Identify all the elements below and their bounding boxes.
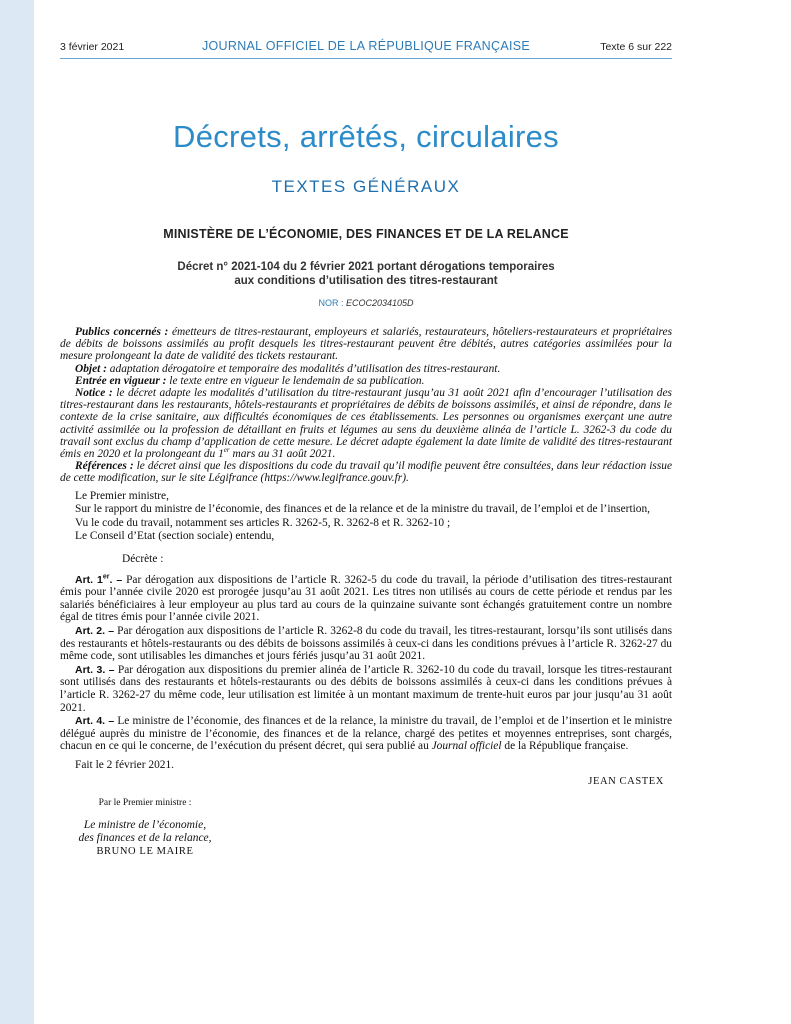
ministry-title: MINISTÈRE DE L’ÉCONOMIE, DES FINANCES ET DE LA RELANCE <box>163 227 569 241</box>
decree-title-line-2: aux conditions d’utilisation des titres-restaurant <box>234 274 498 287</box>
article-text: Par dérogation aux dispositions de l’article R. 3262-8 du code du travail, les titres-restaurant, lorsqu’ils sont utilisés dans des restaurants et hôtels-restaurants ou des débits de boissons assimilés à ceux-ci dans les conditions prévues à l’article R. 3262-27 du même code, sont utilisables les dimanches et jours fériés jusqu’au 31 août 2021. <box>60 624 673 663</box>
section-title: TEXTES GÉNÉRAUX <box>271 177 461 196</box>
objet-label: Objet : <box>75 362 107 375</box>
preamble-line: Sur le rapport du ministre de l’économie, des finances et de la relance et de la ministre du travail, de l’emploi et de l’insertion, <box>75 503 651 516</box>
nor-reference <box>60 298 672 308</box>
article-text: Par dérogation aux dispositions du premier alinéa de l’article R. 3262-10 du code du travail, lorsque les titres-restaurant sont utilisés dans des restaurants et hôtels-restaurants ou des débits de boissons assimilés à ceux-ci dans les conditions prévues à l’article R. 3262-27 du même code, leur utilisation est limitée à un montant maximum de trente-huit euros par jour jusqu’au 31 août 2021. <box>60 663 672 714</box>
summary-objet <box>60 363 672 375</box>
article-2 <box>60 625 672 663</box>
notice-text: le décret adapte les modalités d’utilisation du titre-restaurant jusqu’au 31 août 2021 afin d’encourager l’utilisation des titres-restaurant dans les restaurants, hôtels-restaurants et propriétaires de débits de boissons assimilés, et ainsi de répondre, dans le contexte de la crise sanitaire, aux difficultés économiques de ces établissements. Les personnes ou organismes exerçant une autre activité assimilée ou la profession de détaillant en fruits et légumes au sens du deuxième alinéa de l’article L. 3262-3 du code du travail sont exclus du champ d’application de cette mesure. Le décret adapte également la date limite de validité des titres-restaurant émis en 2020 et la prolongeant du 1 <box>60 387 672 461</box>
cosign-role-line-2: des finances et de la relance, <box>78 831 212 844</box>
references-label: Références : <box>75 460 134 473</box>
summary-notice <box>60 387 672 460</box>
decree-body <box>60 490 672 772</box>
decree-title <box>60 261 672 288</box>
nor-label: NOR : <box>318 298 346 308</box>
cosign-role-line-1: Le ministre de l’économie, <box>83 818 207 831</box>
journal-officiel-italic: Journal officiel <box>431 740 502 753</box>
decree-title-line-1: Décret n° 2021-104 du 2 février 2021 portant dérogations temporaires <box>177 261 555 273</box>
header-date: 3 février 2021 <box>60 41 125 53</box>
side-band <box>0 0 34 1024</box>
header-text-count: Texte 6 sur 222 <box>600 41 672 53</box>
preamble-line: Vu le code du travail, notamment ses articles R. 3262-5, R. 3262-8 et R. 3262-10 ; <box>75 516 451 529</box>
article-label: Art. 3. – <box>75 663 115 676</box>
main-title: Décrets, arrêtés, circulaires <box>173 119 559 154</box>
preamble-line: Le Conseil d’Etat (section sociale) entendu, <box>75 530 275 543</box>
entree-label: Entrée en vigueur : <box>75 374 167 387</box>
fait-date: Fait le 2 février 2021. <box>75 758 175 771</box>
summary-publics <box>60 326 672 363</box>
article-label: Art. 2. – <box>75 624 115 637</box>
notice-text-end: mars au 31 août 2021. <box>229 448 336 461</box>
summary-references <box>60 460 672 484</box>
article-text-end: de la République française. <box>501 740 629 753</box>
prime-minister-signature: JEAN CASTEX <box>588 775 664 787</box>
article-label: Art. 4. – <box>75 715 115 728</box>
cosign-name: BRUNO LE MAIRE <box>96 845 194 857</box>
journal-header <box>60 36 672 59</box>
nor-value: ECOC2034105D <box>345 298 414 308</box>
article-1 <box>60 574 672 624</box>
decree-summary <box>60 326 672 485</box>
notice-superscript: er <box>223 446 230 455</box>
entree-text: le texte entre en vigueur le lendemain de sa publication. <box>166 374 425 387</box>
decrete-label: Décrète : <box>122 553 164 566</box>
objet-text: adaptation dérogatoire et temporaire des modalités d’utilisation des titres-restaurant. <box>106 362 501 375</box>
countersignature <box>60 797 230 858</box>
article-4 <box>60 715 672 753</box>
cosign-par: Par le Premier ministre : <box>98 797 192 808</box>
publics-text: émetteurs de titres-restaurant, employeurs et salariés, restaurateurs, hôteliers-restaurateurs et propriétaires de débits de boissons assimilés au profit desquels les titres-restaurant peuvent être débités, autres catégories assimilées pour la mesure prolongeant la date de validité des tickets restaurant. <box>60 326 673 363</box>
references-text: le décret ainsi que les dispositions du code du travail qu’il modifie peuvent être consultées, dans leur rédaction issue de cette modification, sur le site Légifrance (https://www.legifrance.gouv.fr). <box>60 460 673 485</box>
document-page <box>60 36 672 858</box>
summary-entree <box>60 375 672 387</box>
article-label: Art. 1er. – <box>75 573 123 586</box>
article-text: Le ministre de l’économie, des finances et de la relance, la ministre du travail, de l’emploi et de l’insertion et le ministre délégué auprès du ministre de l’économie, des finances et de la relance, chargé des petites et moyennes entreprises, sont chargés, chacun en ce qui le concerne, de l’exécution du présent décret, qui sera publié au <box>60 715 672 753</box>
header-journal-name: JOURNAL OFFICIEL DE LA RÉPUBLIQUE FRANÇAISE <box>201 39 531 53</box>
notice-label: Notice : <box>75 387 113 400</box>
preamble-line: Le Premier ministre, <box>75 489 169 502</box>
article-text: Par dérogation aux dispositions de l’article R. 3262-5 du code du travail, la période d’utilisation des titres-restaurant émis pour l’année civile 2020 est prorogée jusqu’au 31 août 2021. Les titres non utilisés au cours de cette période et rendus par les salariés bénéficiaires à leur employeur au plus tard au cours de la quinzaine suivante sont échangés gratuitement contre un nombre égal de titres émis pour l’année civile 2021. <box>60 573 672 624</box>
publics-label: Publics concernés : <box>75 326 169 338</box>
article-3 <box>60 664 672 714</box>
